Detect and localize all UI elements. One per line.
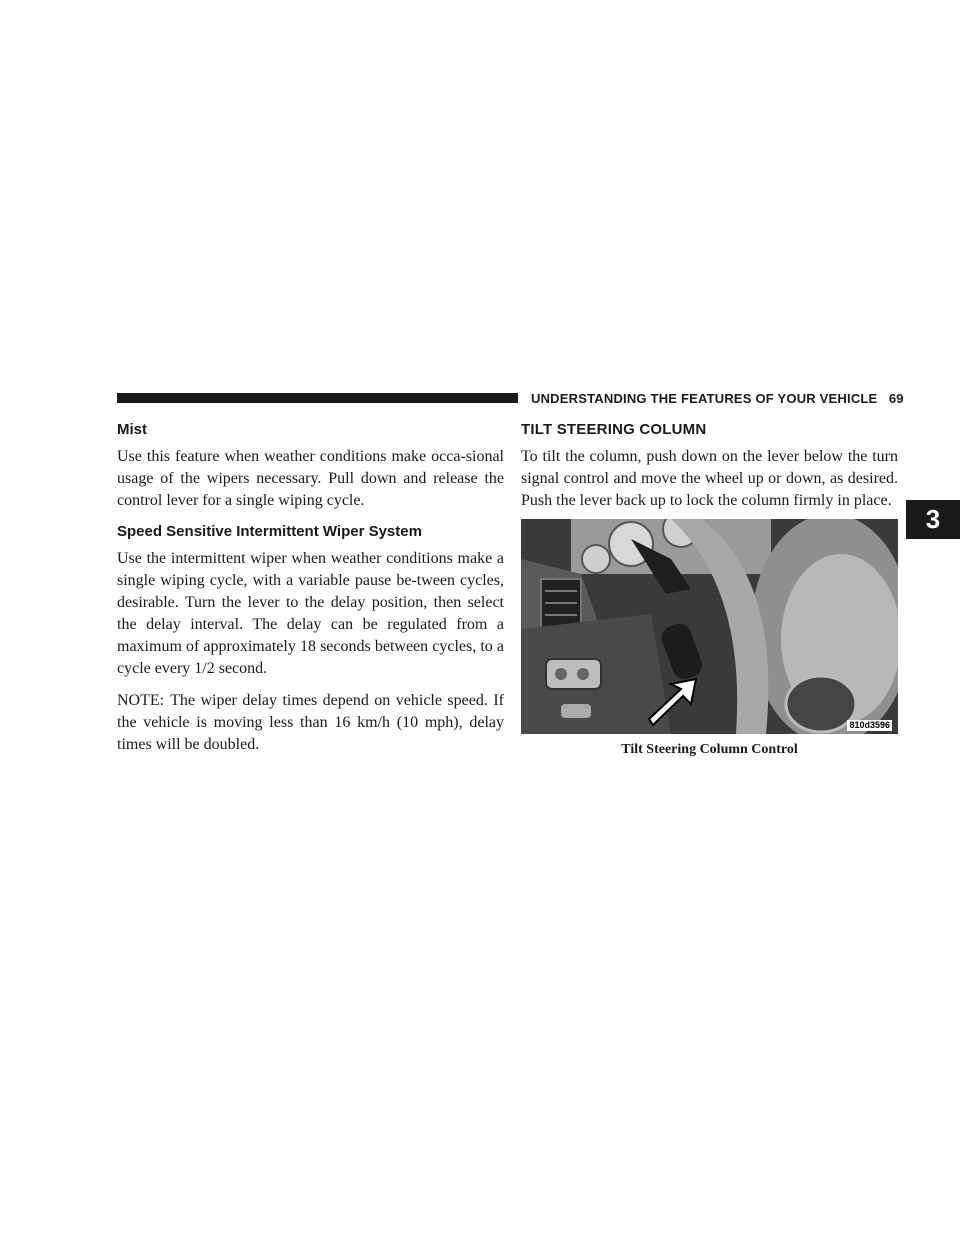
figure-caption: Tilt Steering Column Control <box>621 742 798 757</box>
speed-sensitive-body: Use the intermittent wiper when weather conditions make a single wiping cycle, with a variable pause be-tween cycles, desirable. Turn the lever to the delay position, then select the delay interval. The delay can be regulated from a maximum of approximately 18 seconds between cycles, to a cycle every 1/2 second. <box>117 550 504 677</box>
tilt-body: To tilt the column, push down on the lever below the turn signal control and move the wheel up or down, as desired. Push the lever back up to lock the column firmly in place. <box>521 448 898 509</box>
page-number: 69 <box>888 391 904 406</box>
header-rule <box>117 393 518 403</box>
right-column <box>521 420 898 512</box>
steering-column-photo <box>521 519 898 734</box>
steering-column-illustration <box>521 519 898 734</box>
left-column <box>117 420 504 756</box>
running-header <box>531 391 904 406</box>
note-label: NOTE: <box>117 692 165 709</box>
figure-code: 810d3596 <box>849 720 890 730</box>
chapter-tab: 3 <box>906 500 960 539</box>
mist-body: Use this feature when weather conditions make occa-sional usage of the wipers necessary. Pull down and release the control lever for a single wiping cycle. <box>117 448 504 509</box>
tilt-heading: TILT STEERING COLUMN <box>521 421 707 438</box>
note-body: The wiper delay times depend on vehicle speed. If the vehicle is moving less than 16 km/h (10 mph), delay times will be doubled. <box>117 692 504 753</box>
speed-sensitive-heading: Speed Sensitive Intermittent Wiper System <box>117 523 422 540</box>
mist-heading: Mist <box>117 421 147 438</box>
note-paragraph <box>117 690 504 756</box>
section-title: UNDERSTANDING THE FEATURES OF YOUR VEHICLE <box>531 391 878 406</box>
